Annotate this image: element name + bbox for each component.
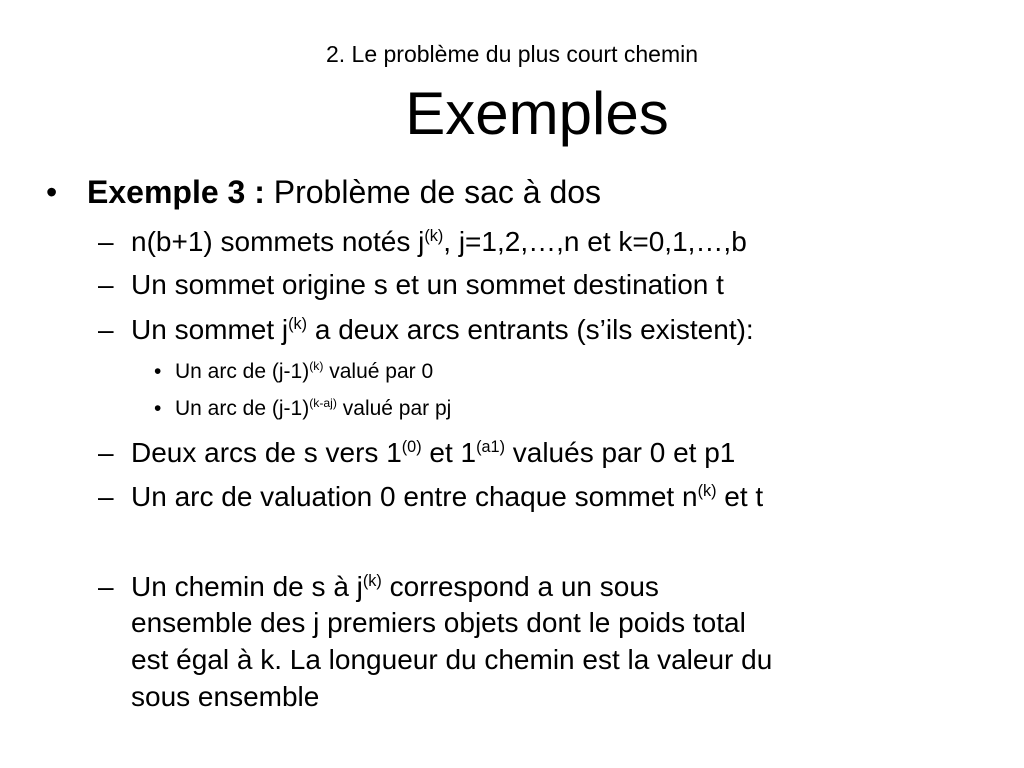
sub-item-two-arcs-from-s — [131, 436, 735, 474]
bullet-marker: • — [46, 174, 58, 210]
superscript: (k) — [697, 481, 717, 500]
dash-marker: – — [98, 481, 114, 512]
dash-marker: – — [98, 437, 114, 468]
sub-sub-item-arc-zero — [175, 359, 433, 387]
bullet-exemple-3 — [87, 173, 601, 211]
superscript: (k) — [309, 359, 324, 374]
text: et 1 — [421, 437, 477, 468]
dash-marker: – — [98, 314, 114, 345]
bullet-label: Exemple 3 : — [87, 174, 265, 210]
superscript: (0) — [401, 437, 422, 456]
text: Un sommet origine s et un sommet destination t — [131, 269, 724, 300]
text: correspond a un sous — [381, 571, 659, 602]
text: Un sommet j — [131, 314, 289, 345]
sub-item-two-arcs — [131, 313, 754, 351]
text: Un arc de (j-1) — [175, 397, 310, 420]
superscript: (k) — [424, 226, 444, 245]
slide-title: Exemples — [405, 80, 669, 147]
text: valué par pj — [336, 397, 452, 420]
text: , j=1,2,…,n et k=0,1,…,b — [443, 226, 747, 257]
text: Deux arcs de s vers 1 — [131, 437, 402, 468]
sub-item-path-line-3: est égal à k. La longueur du chemin est la valeur du — [131, 644, 773, 675]
dot-marker: • — [154, 360, 162, 383]
dash-marker: – — [98, 269, 114, 300]
text: Un arc de (j-1) — [175, 360, 310, 383]
dash-marker: – — [98, 571, 114, 602]
superscript: (k-aj) — [309, 396, 337, 411]
sub-item-path-line-4: sous ensemble — [131, 681, 320, 712]
text: et t — [716, 481, 764, 512]
bullet-text: Problème de sac à dos — [264, 174, 602, 210]
sub-item-path-line-2: ensemble des j premiers objets dont le poids total — [131, 607, 746, 638]
sub-item-vertices — [131, 225, 747, 263]
text: a deux arcs entrants (s’ils existent): — [307, 314, 754, 345]
superscript: (a1) — [476, 437, 505, 456]
text: Un arc de valuation 0 entre chaque sommet n — [131, 481, 698, 512]
superscript: (k) — [362, 571, 382, 590]
dash-marker: – — [98, 226, 114, 257]
superscript: (k) — [288, 314, 308, 333]
text: valué par 0 — [323, 360, 434, 383]
sub-item-origin-destination — [131, 268, 724, 302]
text: valués par 0 et p1 — [504, 437, 736, 468]
dot-marker: • — [154, 397, 162, 420]
text: Un chemin de s à j — [131, 571, 363, 602]
sub-item-path-line-1 — [131, 570, 659, 608]
sub-item-arc-valuation — [131, 480, 763, 518]
slide-subtitle: 2. Le problème du plus court chemin — [325, 41, 699, 67]
text: n(b+1) sommets notés j — [131, 226, 425, 257]
sub-sub-item-arc-pj — [175, 396, 451, 424]
